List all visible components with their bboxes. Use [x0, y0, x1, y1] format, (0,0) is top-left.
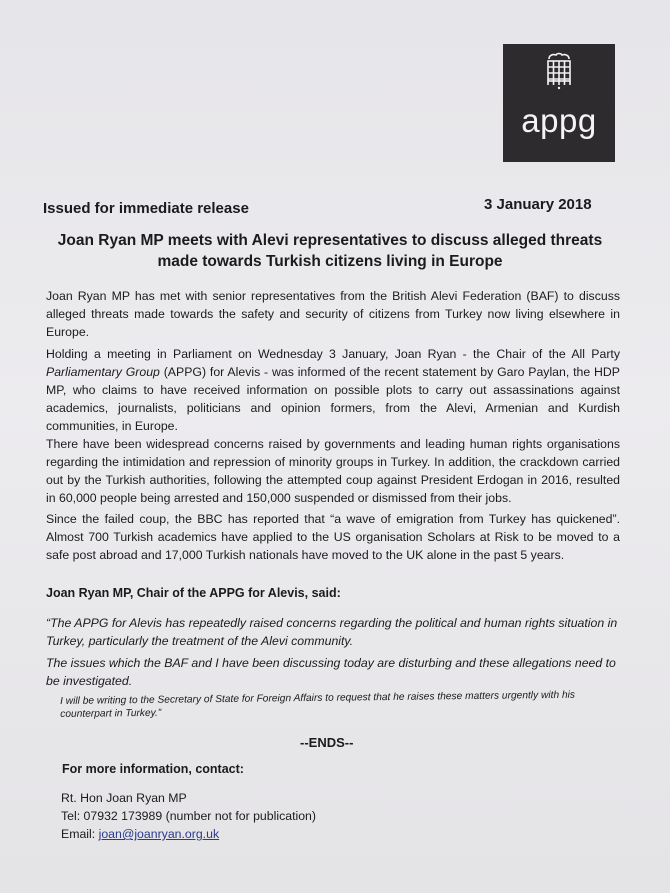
- contact-tel: Tel: 07932 173989 (number not for publication): [61, 809, 316, 823]
- quote-paragraph-1: “The APPG for Alevis has repeatedly raised concerns regarding the political and human rights situation in Turkey, particularly the treatment of the Alevi community.: [46, 616, 618, 648]
- headline-line-2: made towards Turkish citizens living in Europe: [157, 253, 503, 270]
- paragraph-2-italic: Parliamentary Group: [46, 365, 160, 379]
- email-label: Email:: [61, 827, 99, 841]
- quote-paragraph-2: The issues which the BAF and I have been discussing today are disturbing and these allegations need to be investigated.: [46, 656, 616, 688]
- headline-line-1: Joan Ryan MP meets with Alevi representatives to discuss alleged threats: [57, 232, 603, 249]
- contact-heading: For more information, contact:: [62, 762, 244, 776]
- contact-email-line: [61, 825, 219, 843]
- body-paragraph-2: [46, 345, 620, 435]
- contact-name: Rt. Hon Joan Ryan MP: [61, 791, 187, 805]
- quote-heading: Joan Ryan MP, Chair of the APPG for Alevis, said:: [46, 586, 341, 600]
- ends-marker: --ENDS--: [300, 735, 354, 750]
- body-paragraph-4: Since the failed coup, the BBC has reported that “a wave of emigration from Turkey has quickened”. Almost 700 Turkish academics have applied to the US organisation Scholars at Risk to be moved to a safe post abroad and 17,000 Turkish nationals have moved to the UK alone in the past 5 years.: [46, 512, 620, 562]
- body-paragraph-3: There have been widespread concerns raised by governments and leading human rights organisations regarding the intimidation and repression of minority groups in Turkey. In addition, the crackdown carried out by the Turkish authorities, following the attempted coup against President Erdogan in 2016, resulted in 60,000 people being arrested and 150,000 suspended or dismissed from their jobs.: [46, 437, 620, 505]
- portcullis-icon: [543, 52, 575, 90]
- paragraph-2-start: Holding a meeting in Parliament on Wednesday 3 January, Joan Ryan - the Chair of the All Party: [46, 347, 620, 361]
- release-notice: Issued for immediate release: [43, 200, 249, 217]
- logo-text: appg: [521, 102, 597, 139]
- paragraph-2-end: (APPG) for Alevis - was informed of the recent statement by Garo Paylan, the HDP MP, who claims to have received information on possible plots to carry out assassinations against academics, journalists, politicians and opinion formers, from the Alevi, Armenian and Kurdish communities, in Europe.: [46, 365, 620, 433]
- appg-logo: [503, 44, 615, 162]
- email-link[interactable]: joan@joanryan.org.uk: [98, 827, 220, 841]
- headline: [40, 230, 620, 272]
- quote-paragraph-3: I will be writing to the Secretary of State for Foreign Affairs to request that he raises these matters urgently with his counterpart in Turkey.”: [60, 689, 576, 720]
- release-date: 3 January 2018: [484, 196, 592, 213]
- body-paragraph-1: Joan Ryan MP has met with senior representatives from the British Alevi Federation (BAF) to discuss alleged threats made towards the safety and security of citizens from Turkey now living elsewhere in Europe.: [46, 289, 620, 339]
